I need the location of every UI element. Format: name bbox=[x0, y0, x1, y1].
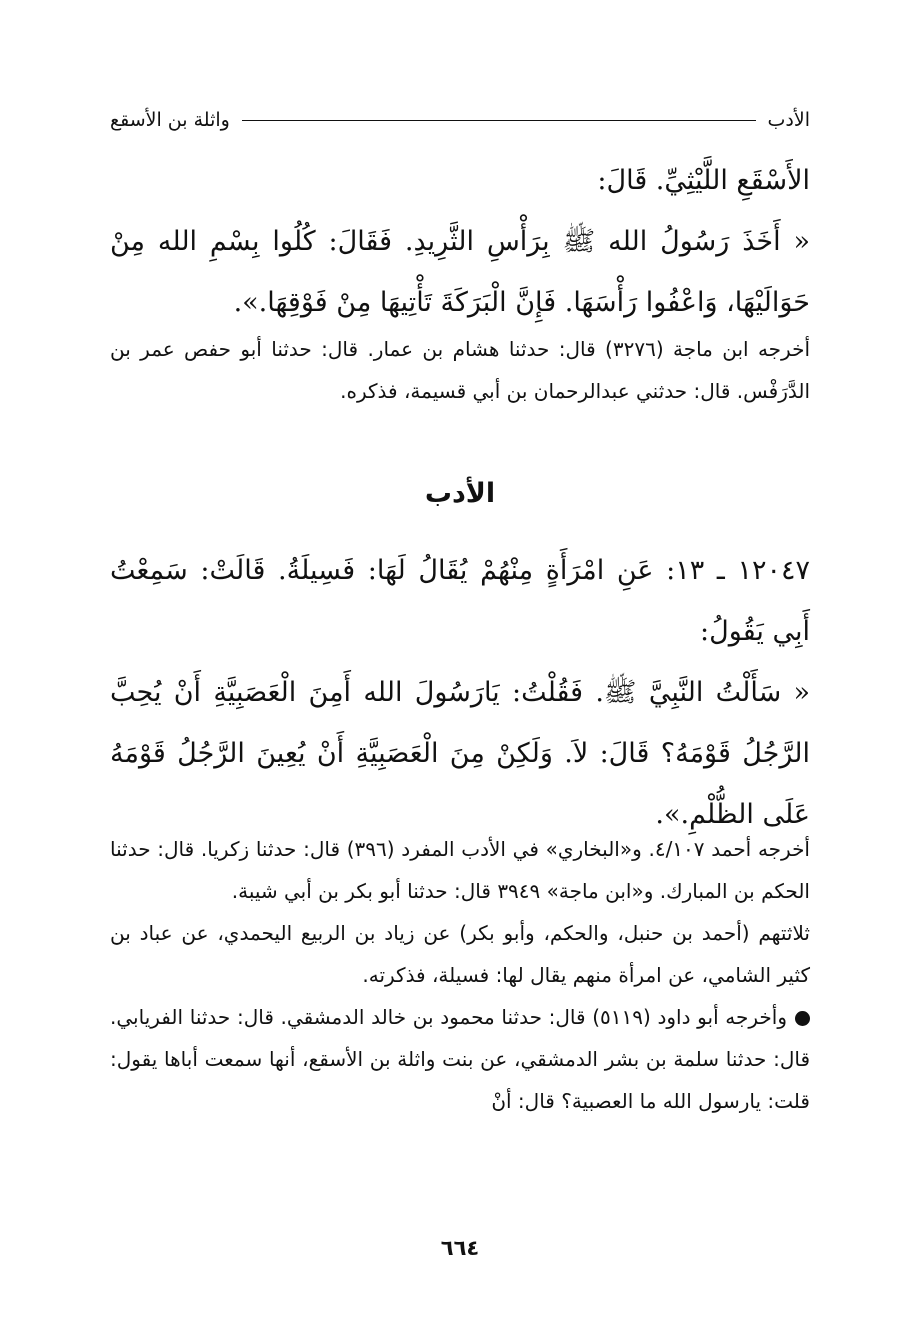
running-head-chapter: الأدب bbox=[767, 109, 810, 131]
hadith-12047 bbox=[110, 540, 810, 845]
takhrij-paragraph-1: أخرجه أحمد ٤/١٠٧. و«البخاري» في الأدب المفرد (٣٩٦) قال: حدثنا زكريا. قال: حدثنا الحكم بن المبارك. و«ابن ماجة» ٣٩٤٩ قال: حدثنا أبو بكر بن أبي شيبة. bbox=[110, 837, 810, 903]
previous-hadith-continuation bbox=[110, 150, 810, 333]
takhrij-paragraph-2: ثلاثتهم (أحمد بن حنبل، والحكم، وأبو بكر) عن زياد بن الربيع اليحمدي، عن عباد بن كثير الشامي، عن امرأة منهم يقال لها: فسيلة، فذكرته. bbox=[110, 921, 810, 987]
takhrij-paragraph-3-text: وأخرجه أبو داود (٥١١٩) قال: حدثنا محمود بن خالد الدمشقي. قال: حدثنا الفريابي. قال: حدثنا سلمة بن بشر الدمشقي، عن بنت واثلة بن الأسقع، أنها سمعت أباها يقول: قلت: يارسول الله ما العصبية؟ قال: أنْ bbox=[110, 1005, 810, 1113]
section-heading: الأدب bbox=[424, 478, 496, 509]
book-page bbox=[110, 0, 810, 1341]
running-head-companion: واثلة بن الأسقع bbox=[110, 109, 230, 131]
hadith-opening: ١٢٠٤٧ ـ ١٣: عَنِ امْرَأَةٍ مِنْهُمْ يُقَالُ لَهَا: فَسِيلَةُ. قَالَتْ: سَمِعْتُ أَبِي يَقُولُ: bbox=[110, 555, 810, 647]
hadith-takhrij bbox=[110, 828, 810, 1122]
takhrij-paragraph-3 bbox=[110, 996, 810, 1122]
narrator-line: الأَسْقَعِ اللَّيْثِيِّ. قَالَ: bbox=[597, 165, 810, 196]
page-number: ٦٦٤ bbox=[440, 1236, 480, 1260]
takhrij-paragraph: أخرجه ابن ماجة (٣٢٧٦) قال: حدثنا هشام بن عمار. قال: حدثنا أبو حفص عمر بن الدَّرَفْس. قال: حدثني عبدالرحمان بن أبي قسيمة، فذكره. bbox=[110, 337, 811, 403]
hadith-quote: « سَأَلْتُ النَّبِيَّ ﷺ. فَقُلْتُ: يَارَسُولَ الله أَمِنَ الْعَصَبِيَّةِ أَنْ يُحِبَّ الرَّجُلُ قَوْمَهُ؟ قَالَ: لاَ. وَلَكِنْ مِنَ الْعَصَبِيَّةِ أَنْ يُعِينَ الرَّجُلُ قَوْمَهُ عَلَى الظُّلْمِ.». bbox=[110, 677, 810, 830]
previous-hadith-takhrij bbox=[110, 328, 810, 412]
bullet-icon bbox=[795, 1011, 810, 1026]
running-head bbox=[110, 102, 810, 138]
previous-hadith-quote: « أَخَذَ رَسُولُ الله ﷺ بِرَأْسِ الثَّرِيدِ. فَقَالَ: كُلُوا بِسْمِ الله مِنْ حَوَالَيْهَا، وَاعْفُوا رَأْسَهَا. فَإِنَّ الْبَرَكَةَ تَأْتِيهَا مِنْ فَوْقِهَا.». bbox=[110, 226, 810, 318]
running-head-rule bbox=[242, 120, 756, 121]
